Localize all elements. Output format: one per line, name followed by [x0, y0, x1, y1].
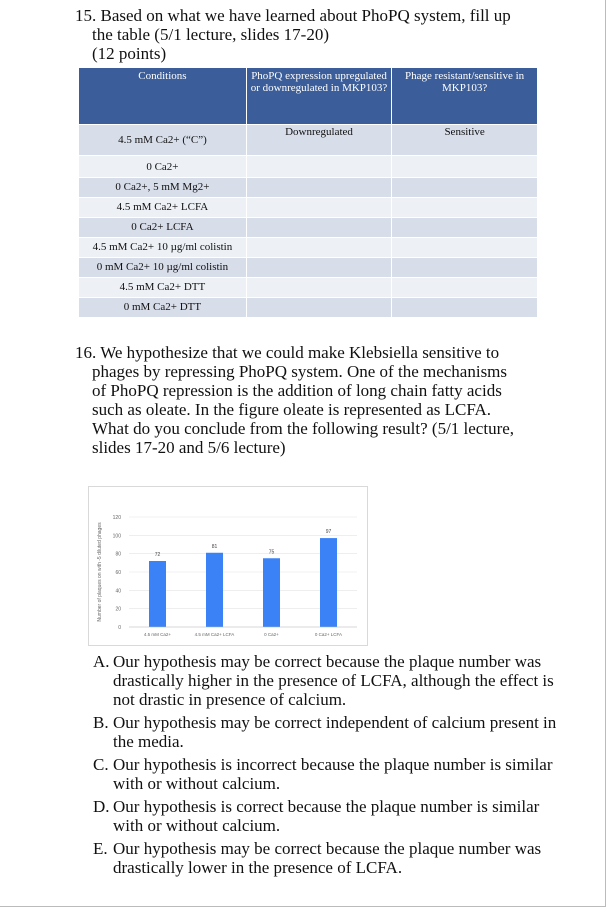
question-16-line-1: 16. We hypothesize that we could make Klebsiella sensitive to	[75, 343, 500, 362]
table-row	[79, 178, 538, 198]
option-text: Our hypothesis is incorrect because the plaque number is similar with or without calcium.	[113, 755, 553, 793]
expression-cell[interactable]	[246, 178, 391, 198]
table-row	[79, 298, 538, 318]
option-letter: D.	[93, 797, 110, 816]
question-16-line-5: What do you conclude from the following result? (5/1 lecture,	[92, 419, 515, 438]
condition-cell: 0 Ca2+	[79, 156, 247, 178]
option-e[interactable]	[93, 839, 573, 877]
x-tick-label: 4.5 mM Ca2+	[143, 632, 172, 637]
plaque-bar-chart	[88, 486, 368, 646]
chart-canvas	[89, 487, 369, 647]
option-letter: E.	[93, 839, 108, 858]
phage-cell[interactable]	[392, 298, 538, 318]
expression-cell[interactable]	[246, 278, 391, 298]
question-15-line-3: (12 points)	[92, 44, 167, 63]
question-16-line-4: such as oleate. In the figure oleate is represented as LCFA.	[92, 400, 492, 419]
y-tick-label: 0	[118, 625, 121, 631]
expression-cell[interactable]	[246, 238, 391, 258]
data-label: 97	[325, 529, 332, 536]
option-a[interactable]	[93, 652, 573, 709]
condition-cell: 0 mM Ca2+ 10 µg/ml colistin	[79, 258, 247, 278]
condition-cell: 4.5 mM Ca2+ LCFA	[79, 198, 247, 218]
option-text: Our hypothesis is correct because the plaque number is similar with or without calcium.	[113, 797, 540, 835]
phage-cell[interactable]	[392, 156, 538, 178]
option-letter: A.	[93, 652, 110, 671]
bar	[320, 538, 337, 627]
question-16-line-2: phages by repressing PhoPQ system. One of the mechanisms	[92, 362, 508, 381]
question-16-line-6: slides 17-20 and 5/6 lecture)	[92, 438, 286, 457]
y-tick-label: 20	[115, 606, 121, 613]
phage-cell[interactable]	[392, 258, 538, 278]
question-15-line-1: 15. Based on what we have learned about PhoPQ system, fill up	[75, 6, 511, 25]
expression-cell[interactable]	[246, 298, 391, 318]
expression-cell[interactable]	[246, 198, 391, 218]
option-b[interactable]	[93, 713, 573, 751]
y-tick-label: 80	[115, 551, 121, 558]
expression-cell[interactable]	[246, 156, 391, 178]
condition-cell: 0 Ca2+ LCFA	[79, 218, 247, 238]
option-d[interactable]	[93, 797, 573, 835]
phage-cell[interactable]	[392, 178, 538, 198]
option-text: Our hypothesis may be correct because the plaque number was drastically lower in the presence of LCFA.	[113, 839, 542, 877]
y-tick-label: 60	[115, 570, 121, 576]
x-tick-label: 0 Ca2+ LCFA	[314, 632, 343, 637]
option-letter: B.	[93, 713, 109, 732]
phage-cell[interactable]	[392, 198, 538, 218]
table-row	[79, 125, 538, 156]
phage-cell[interactable]	[392, 218, 538, 238]
answer-options	[93, 652, 573, 881]
data-label: 75	[268, 549, 275, 556]
option-c[interactable]	[93, 755, 573, 793]
option-text: Our hypothesis may be correct because the plaque number was drastically higher in the presence of LCFA, although the effect is not drastic in presence of calcium.	[113, 652, 554, 709]
y-tick-label: 100	[112, 533, 121, 540]
header-expression: PhoPQ expression upregulated or downregulated in MKP103?	[246, 68, 391, 125]
header-conditions: Conditions	[79, 68, 247, 125]
bar	[263, 558, 280, 627]
phage-cell[interactable]	[392, 238, 538, 258]
table-row	[79, 258, 538, 278]
condition-cell: 0 mM Ca2+ DTT	[79, 298, 247, 318]
table-row	[79, 278, 538, 298]
option-letter: C.	[93, 755, 109, 774]
y-tick-label: 120	[112, 515, 121, 521]
y-axis-label: Number of plaques on with -5 diluted phages	[97, 522, 103, 622]
table-row	[79, 198, 538, 218]
condition-cell: 0 Ca2+, 5 mM Mg2+	[79, 178, 247, 198]
question-16-line-3: of PhoPQ repression is the addition of long chain fatty acids	[92, 381, 502, 400]
y-tick-label: 40	[115, 588, 121, 595]
bar	[149, 561, 166, 627]
table-row	[79, 218, 538, 238]
phage-cell: Sensitive	[392, 125, 538, 156]
option-text: Our hypothesis may be correct independent of calcium present in the media.	[113, 713, 557, 751]
expression-cell: Downregulated	[246, 125, 391, 156]
expression-cell[interactable]	[246, 218, 391, 238]
question-15	[75, 6, 575, 63]
question-16	[75, 343, 575, 457]
data-label: 81	[211, 543, 218, 550]
x-tick-label: 4.5 mM Ca2+ LCFA	[194, 632, 235, 637]
bar	[206, 553, 223, 627]
condition-cell: 4.5 mM Ca2+ 10 µg/ml colistin	[79, 238, 247, 258]
table-row	[79, 156, 538, 178]
expression-cell[interactable]	[246, 258, 391, 278]
data-label: 72	[154, 552, 161, 558]
condition-cell: 4.5 mM Ca2+ DTT	[79, 278, 247, 298]
x-tick-label: 0 Ca2+	[264, 632, 279, 637]
condition-cell: 4.5 mM Ca2+ (“C”)	[79, 125, 247, 156]
header-phage: Phage resistant/sensitive in MKP103?	[392, 68, 538, 125]
table-row	[79, 238, 538, 258]
phage-cell[interactable]	[392, 278, 538, 298]
phopq-table	[78, 67, 538, 318]
question-15-line-2: the table (5/1 lecture, slides 17-20)	[92, 25, 329, 44]
